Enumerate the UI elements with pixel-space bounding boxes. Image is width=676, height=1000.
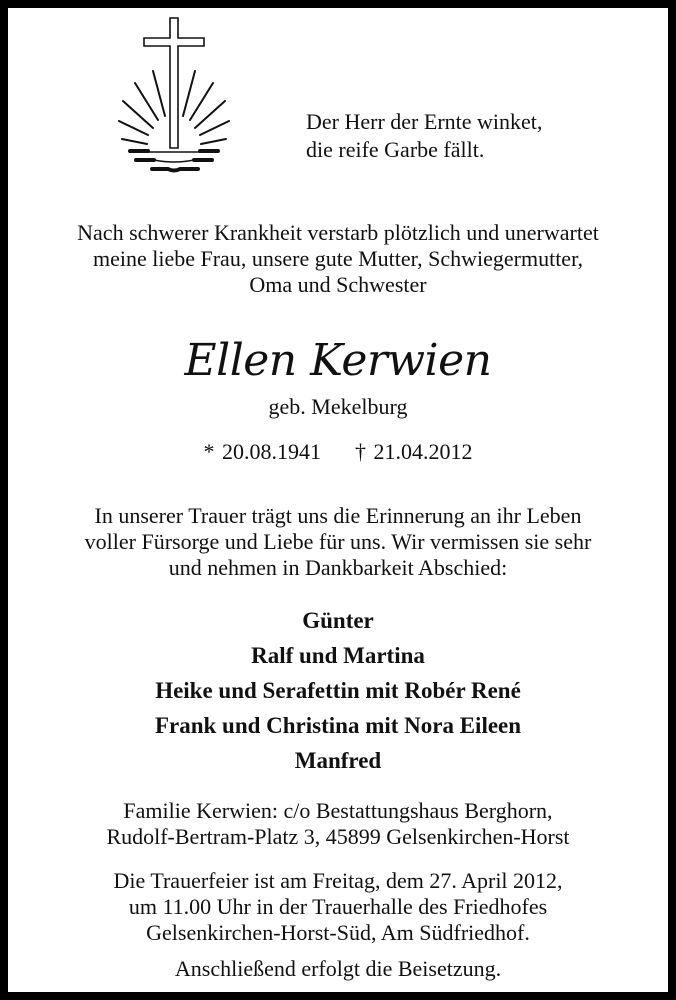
cross-sunrise-icon — [8, 8, 308, 208]
funeral-service-info — [8, 868, 668, 946]
motto-line: Der Herr der Ernte winket, — [306, 109, 543, 134]
service-line: Gelsenkirchen-Horst-Süd, Am Südfriedhof. — [146, 920, 530, 945]
death-date: † 21.04.2012 — [355, 439, 473, 464]
intro-line: Oma und Schwester — [249, 272, 427, 297]
family-address — [8, 798, 668, 850]
service-line: Die Trauerfeier ist am Freitag, dem 27. April 2012, — [113, 868, 563, 893]
mourner-entry: Heike und Serafettin mit Robér René — [155, 678, 521, 703]
intro-text — [8, 220, 668, 298]
tribute-text — [8, 503, 668, 581]
address-line: Rudolf-Bertram-Platz 3, 45899 Gelsenkirchen-Horst — [106, 824, 570, 849]
obituary-notice — [8, 8, 668, 992]
mourner-entry: Ralf und Martina — [251, 643, 425, 668]
intro-line: Nach schwerer Krankheit verstarb plötzlich und unerwartet — [77, 220, 599, 245]
motto-verse — [306, 108, 542, 164]
deceased-name: Ellen Kerwien — [184, 335, 492, 386]
address-line: Familie Kerwien: c/o Bestattungshaus Berghorn, — [123, 798, 553, 823]
birth-date: * 20.08.1941 — [203, 439, 321, 464]
life-dates — [8, 438, 668, 466]
service-line: um 11.00 Uhr in der Trauerhalle des Friedhofes — [128, 894, 548, 919]
mourner-entry: Manfred — [294, 748, 382, 773]
maiden-name: geb. Mekelburg — [268, 394, 408, 419]
tribute-line: und nehmen in Dankbarkeit Abschied: — [168, 555, 508, 580]
mourner-entry: Günter — [302, 608, 374, 633]
tribute-line: voller Fürsorge und Liebe für uns. Wir vermissen sie sehr — [84, 529, 592, 554]
mourners-list — [8, 603, 668, 778]
intro-line: meine liebe Frau, unsere gute Mutter, Schwiegermutter, — [92, 246, 584, 271]
mourner-entry: Frank und Christina mit Nora Eileen — [154, 713, 522, 738]
tribute-line: In unserer Trauer trägt uns die Erinnerung an ihr Leben — [94, 503, 582, 528]
motto-line: die reife Garbe fällt. — [306, 137, 485, 162]
burial-note: Anschließend erfolgt die Beisetzung. — [174, 956, 502, 981]
